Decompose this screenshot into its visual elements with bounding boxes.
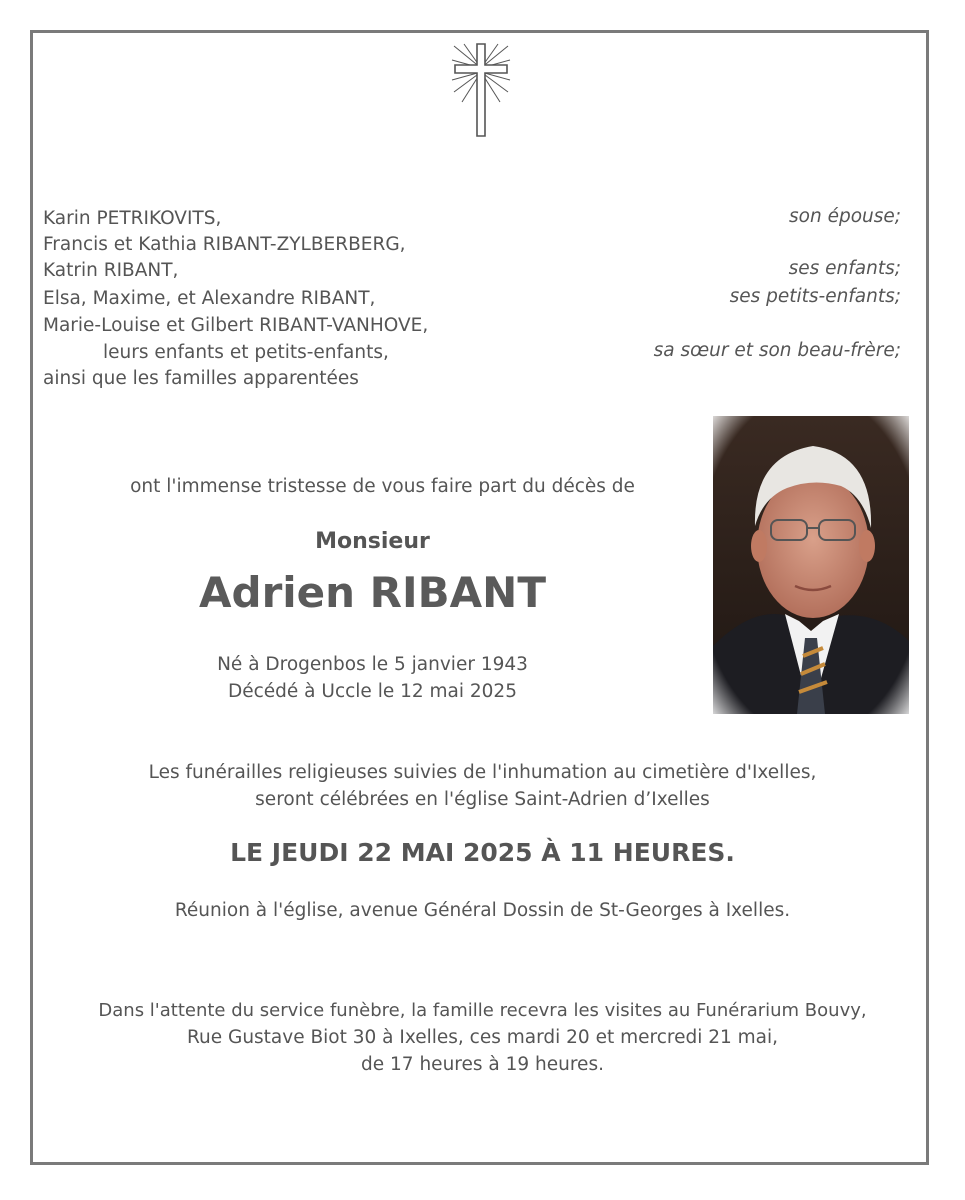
family-member: Katrin RIBANT, [43, 260, 179, 281]
portrait-photo [713, 416, 909, 714]
family-member: Elsa, Maxime, et Alexandre RIBANT, [43, 288, 376, 309]
meeting-info: Réunion à l'église, avenue Général Dossin de St-Georges à Ixelles. [174, 900, 791, 921]
honorific: Monsieur [315, 529, 430, 554]
family-member: Marie-Louise et Gilbert RIBANT-VANHOVE, [43, 315, 429, 336]
church-info: seront célébrées en l'église Saint-Adrien d’Ixelles [255, 789, 710, 810]
funeral-date: LE JEUDI 22 MAI 2025 À 11 HEURES. [230, 838, 735, 867]
family-member: ainsi que les familles apparentées [43, 368, 359, 389]
family-member: leurs enfants et petits-enfants, [103, 342, 389, 363]
family-member: Francis et Kathia RIBANT-ZYLBERBERG, [43, 234, 406, 255]
family-member: Karin PETRIKOVITS, [43, 208, 222, 229]
relation-label: sa sœur et son beau-frère; [653, 340, 901, 361]
deceased-name: Adrien RIBANT [199, 568, 546, 617]
visits-address: Rue Gustave Biot 30 à Ixelles, ces mardi 20 et mercredi 21 mai, [186, 1027, 779, 1048]
visits-info: Dans l'attente du service funèbre, la famille recevra les visites au Funérarium Bouvy, [98, 1000, 867, 1021]
relation-label: ses petits-enfants; [729, 286, 901, 307]
birth-info: Né à Drogenbos le 5 janvier 1943 [217, 654, 528, 675]
death-info: Décédé à Uccle le 12 mai 2025 [228, 681, 517, 702]
relation-label: ses enfants; [788, 258, 901, 279]
visits-hours: de 17 heures à 19 heures. [361, 1054, 604, 1075]
relation-label: son épouse; [789, 206, 901, 227]
funeral-info: Les funérailles religieuses suivies de l'inhumation au cimetière d'Ixelles, [148, 762, 817, 783]
cross-icon [450, 42, 512, 140]
announcement-text: ont l'immense tristesse de vous faire part du décès de [130, 476, 635, 497]
